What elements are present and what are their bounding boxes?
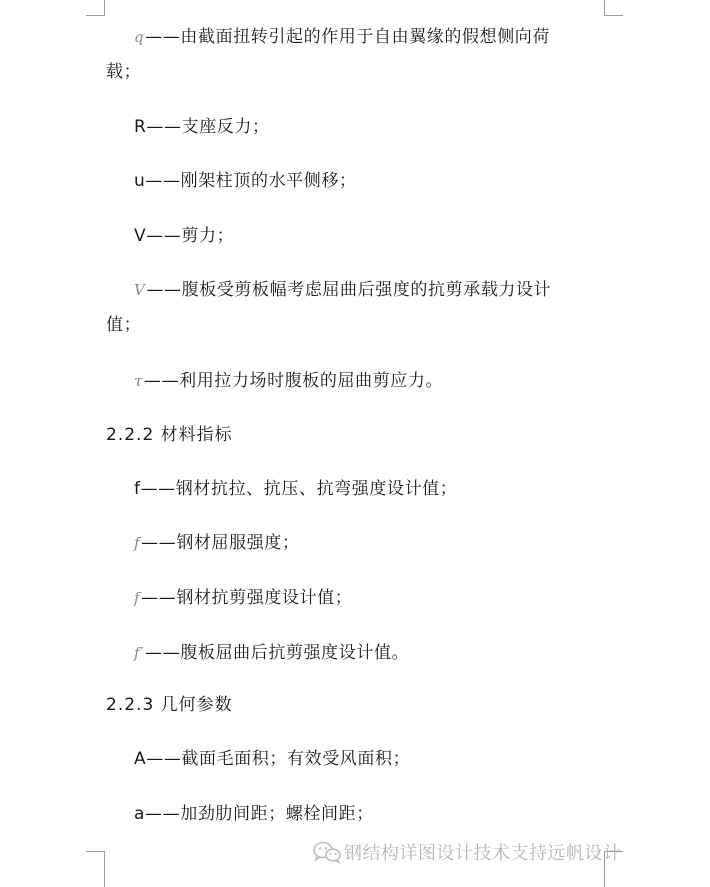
definition-text: ——钢材抗剪强度设计值；	[141, 588, 353, 608]
symbol-tau: τ	[134, 372, 143, 390]
definition-line-continued: 值；	[106, 315, 142, 335]
definition-line	[134, 642, 409, 664]
symbol-fv-prime: f′	[134, 644, 145, 662]
watermark-text: 钢结构详图设计技术支持远帆设计	[344, 843, 622, 864]
definition-line: f——钢材抗拉、抗压、抗弯强度设计值；	[134, 479, 458, 499]
margin-corner-top-left	[86, 0, 105, 16]
symbol-fv: f	[134, 589, 141, 607]
wechat-icon	[312, 840, 342, 864]
definition-text: ——腹板受剪板幅考虑屈曲后强度的抗剪承载力设计	[146, 280, 552, 300]
definition-text: ——腹板屈曲后抗剪强度设计值。	[145, 643, 410, 663]
definition-line	[134, 279, 551, 301]
definition-line: a——加劲肋间距；螺栓间距；	[134, 804, 374, 824]
symbol-fy: f	[134, 534, 141, 552]
section-heading: 2.2.3 几何参数	[106, 695, 233, 715]
definition-text: ——由截面扭转引起的作用于自由翼缘的假想侧向荷	[145, 27, 551, 47]
definition-text: ——利用拉力场时腹板的屈曲剪应力。	[143, 371, 444, 391]
definition-line	[134, 532, 300, 554]
definition-line	[134, 370, 443, 392]
margin-corner-bottom-left	[86, 851, 105, 887]
watermark	[312, 839, 622, 865]
definition-line: V——剪力；	[134, 226, 235, 246]
margin-corner-top-right	[604, 0, 623, 16]
definition-line: A——截面毛面积；有效受风面积；	[134, 749, 411, 769]
definition-line	[134, 26, 550, 48]
section-heading: 2.2.2 材料指标	[106, 425, 233, 445]
definition-line-continued: 载；	[106, 62, 142, 82]
definition-text: ——钢材屈服强度；	[141, 533, 300, 553]
symbol-v: V	[134, 281, 146, 299]
definition-line	[134, 587, 352, 609]
definition-line: u——刚架柱顶的水平侧移；	[134, 171, 357, 191]
definition-line: R——支座反力；	[134, 117, 270, 137]
symbol-q: q	[134, 28, 145, 46]
